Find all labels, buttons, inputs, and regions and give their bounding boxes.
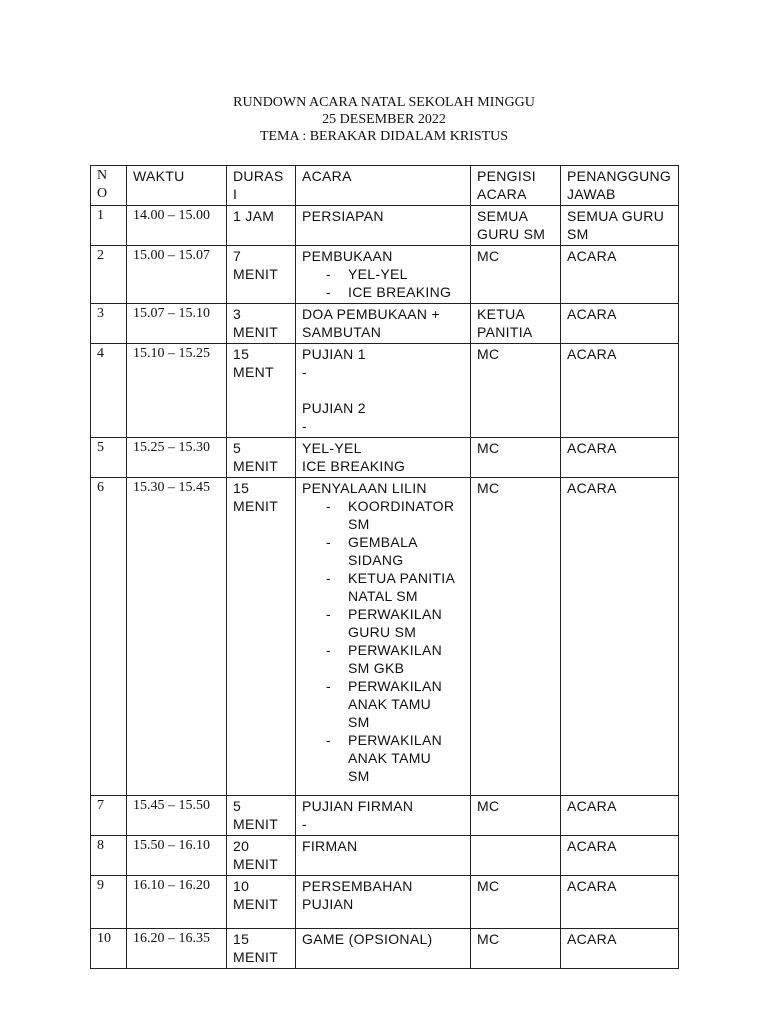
cell-waktu: 15.07 – 15.10	[127, 304, 227, 344]
dash-bullet-icon: -	[326, 498, 331, 514]
cell-acara: FIRMAN	[296, 836, 471, 876]
cell-acara: PUJIAN FIRMAN -	[296, 796, 471, 836]
cell-pengisi: SEMUA GURU SM	[471, 206, 561, 246]
dash-bullet-icon: -	[326, 570, 331, 586]
cell-pengisi: MC	[471, 246, 561, 304]
cell-penanggung: ACARA	[561, 929, 679, 969]
list-item: - YEL-YEL	[326, 266, 408, 282]
cell-pengisi: MC	[471, 796, 561, 836]
dash-bullet-icon: -	[326, 732, 331, 748]
dash-bullet-icon: -	[326, 642, 331, 658]
cell-no: 4	[91, 344, 127, 438]
document-title: RUNDOWN ACARA NATAL SEKOLAH MINGGU	[233, 95, 535, 110]
cell-pengisi: KETUA PANITIA	[471, 304, 561, 344]
header-acara: ACARA	[296, 166, 471, 206]
header-pengisi: PENGISI ACARA	[471, 166, 561, 206]
table-row	[91, 438, 679, 478]
table-row	[91, 478, 679, 796]
table-row	[91, 929, 679, 969]
cell-no: 8	[91, 836, 127, 876]
cell-waktu: 15.50 – 16.10	[127, 836, 227, 876]
rundown-table	[90, 165, 679, 969]
header-waktu: WAKTU	[127, 166, 227, 206]
cell-no: 9	[91, 876, 127, 929]
cell-pengisi: MC	[471, 478, 561, 796]
dash-bullet-icon: -	[326, 606, 331, 622]
cell-durasi: 5 MENIT	[227, 438, 296, 478]
cell-acara: PERSEMBAHAN PUJIAN	[296, 876, 471, 929]
table-row	[91, 836, 679, 876]
cell-pengisi: MC	[471, 344, 561, 438]
cell-acara: DOA PEMBUKAAN + SAMBUTAN	[296, 304, 471, 344]
cell-no: 6	[91, 478, 127, 796]
list-item: - PERWAKILAN ANAK TAMU SM	[326, 678, 443, 730]
cell-durasi: 15 MENIT	[227, 929, 296, 969]
cell-acara: PERSIAPAN	[296, 206, 471, 246]
list-item: - PERWAKILAN ANAK TAMU SM	[326, 732, 443, 784]
cell-waktu: 15.30 – 15.45	[127, 478, 227, 796]
cell-durasi: 15 MENT	[227, 344, 296, 438]
cell-pengisi: MC	[471, 876, 561, 929]
cell-durasi: 15 MENIT	[227, 478, 296, 796]
cell-pengisi	[471, 836, 561, 876]
event-theme: TEMA : BERAKAR DIDALAM KRISTUS	[259, 129, 509, 144]
dash-bullet-icon: -	[326, 678, 331, 694]
cell-durasi: 3 MENIT	[227, 304, 296, 344]
cell-waktu: 15.45 – 15.50	[127, 796, 227, 836]
cell-durasi: 10 MENIT	[227, 876, 296, 929]
cell-no: 1	[91, 206, 127, 246]
cell-penanggung: ACARA	[561, 478, 679, 796]
cell-no: 7	[91, 796, 127, 836]
list-item: - ICE BREAKING	[326, 284, 452, 300]
cell-no: 2	[91, 246, 127, 304]
cell-waktu: 14.00 – 15.00	[127, 206, 227, 246]
list-item: - GEMBALA SIDANG	[326, 534, 418, 568]
cell-pengisi: MC	[471, 438, 561, 478]
cell-waktu: 16.10 – 16.20	[127, 876, 227, 929]
cell-penanggung: ACARA	[561, 876, 679, 929]
table-row	[91, 246, 679, 304]
cell-no: 5	[91, 438, 127, 478]
table-row	[91, 876, 679, 929]
cell-pengisi: MC	[471, 929, 561, 969]
table-row	[91, 206, 679, 246]
cell-durasi: 1 JAM	[227, 206, 296, 246]
table-row	[91, 304, 679, 344]
acara-sub-list	[302, 265, 465, 301]
cell-durasi: 20 MENIT	[227, 836, 296, 876]
cell-penanggung: ACARA	[561, 246, 679, 304]
cell-no: 3	[91, 304, 127, 344]
cell-acara: GAME (OPSIONAL)	[296, 929, 471, 969]
cell-waktu: 16.20 – 16.35	[127, 929, 227, 969]
list-item: - KETUA PANITIA NATAL SM	[326, 570, 456, 604]
cell-waktu: 15.00 – 15.07	[127, 246, 227, 304]
cell-waktu: 15.25 – 15.30	[127, 438, 227, 478]
list-item: - PERWAKILAN SM GKB	[326, 642, 443, 676]
table-header-row	[91, 166, 679, 206]
dash-bullet-icon: -	[326, 534, 331, 550]
table-row	[91, 344, 679, 438]
dash-bullet-icon: -	[326, 266, 331, 282]
cell-durasi: 7 MENIT	[227, 246, 296, 304]
list-item: - PERWAKILAN GURU SM	[326, 606, 443, 640]
acara-sub-list	[302, 497, 465, 785]
cell-penanggung: ACARA	[561, 836, 679, 876]
rundown-table-body	[91, 166, 679, 969]
cell-penanggung: ACARA	[561, 438, 679, 478]
cell-acara: PENYALAAN LILIN - KOORDINATOR SM - GEMBALA SIDANG - KETUA PANITIA NATAL SM - PERWAKILAN GURU SM - PERWAKILAN SM GKB - PERWAKILAN ANAK TAMU SM - PERWAKILAN ANAK TAMU SM	[296, 478, 471, 796]
cell-penanggung: ACARA	[561, 344, 679, 438]
cell-acara: YEL-YEL ICE BREAKING	[296, 438, 471, 478]
cell-acara: PUJIAN 1 - PUJIAN 2 -	[296, 344, 471, 438]
title-block	[0, 94, 768, 145]
cell-acara: PEMBUKAAN - YEL-YEL - ICE BREAKING	[296, 246, 471, 304]
cell-penanggung: ACARA	[561, 796, 679, 836]
header-durasi: DURAS I	[227, 166, 296, 206]
header-no: N O	[91, 166, 127, 206]
table-row	[91, 796, 679, 836]
cell-penanggung: ACARA	[561, 304, 679, 344]
cell-waktu: 15.10 – 15.25	[127, 344, 227, 438]
header-penanggung: PENANGGUNG JAWAB	[561, 166, 679, 206]
dash-bullet-icon: -	[326, 284, 331, 300]
cell-penanggung: SEMUA GURU SM	[561, 206, 679, 246]
event-date: 25 DESEMBER 2022	[322, 112, 446, 127]
cell-durasi: 5 MENIT	[227, 796, 296, 836]
cell-no: 10	[91, 929, 127, 969]
list-item: - KOORDINATOR SM	[326, 498, 455, 532]
